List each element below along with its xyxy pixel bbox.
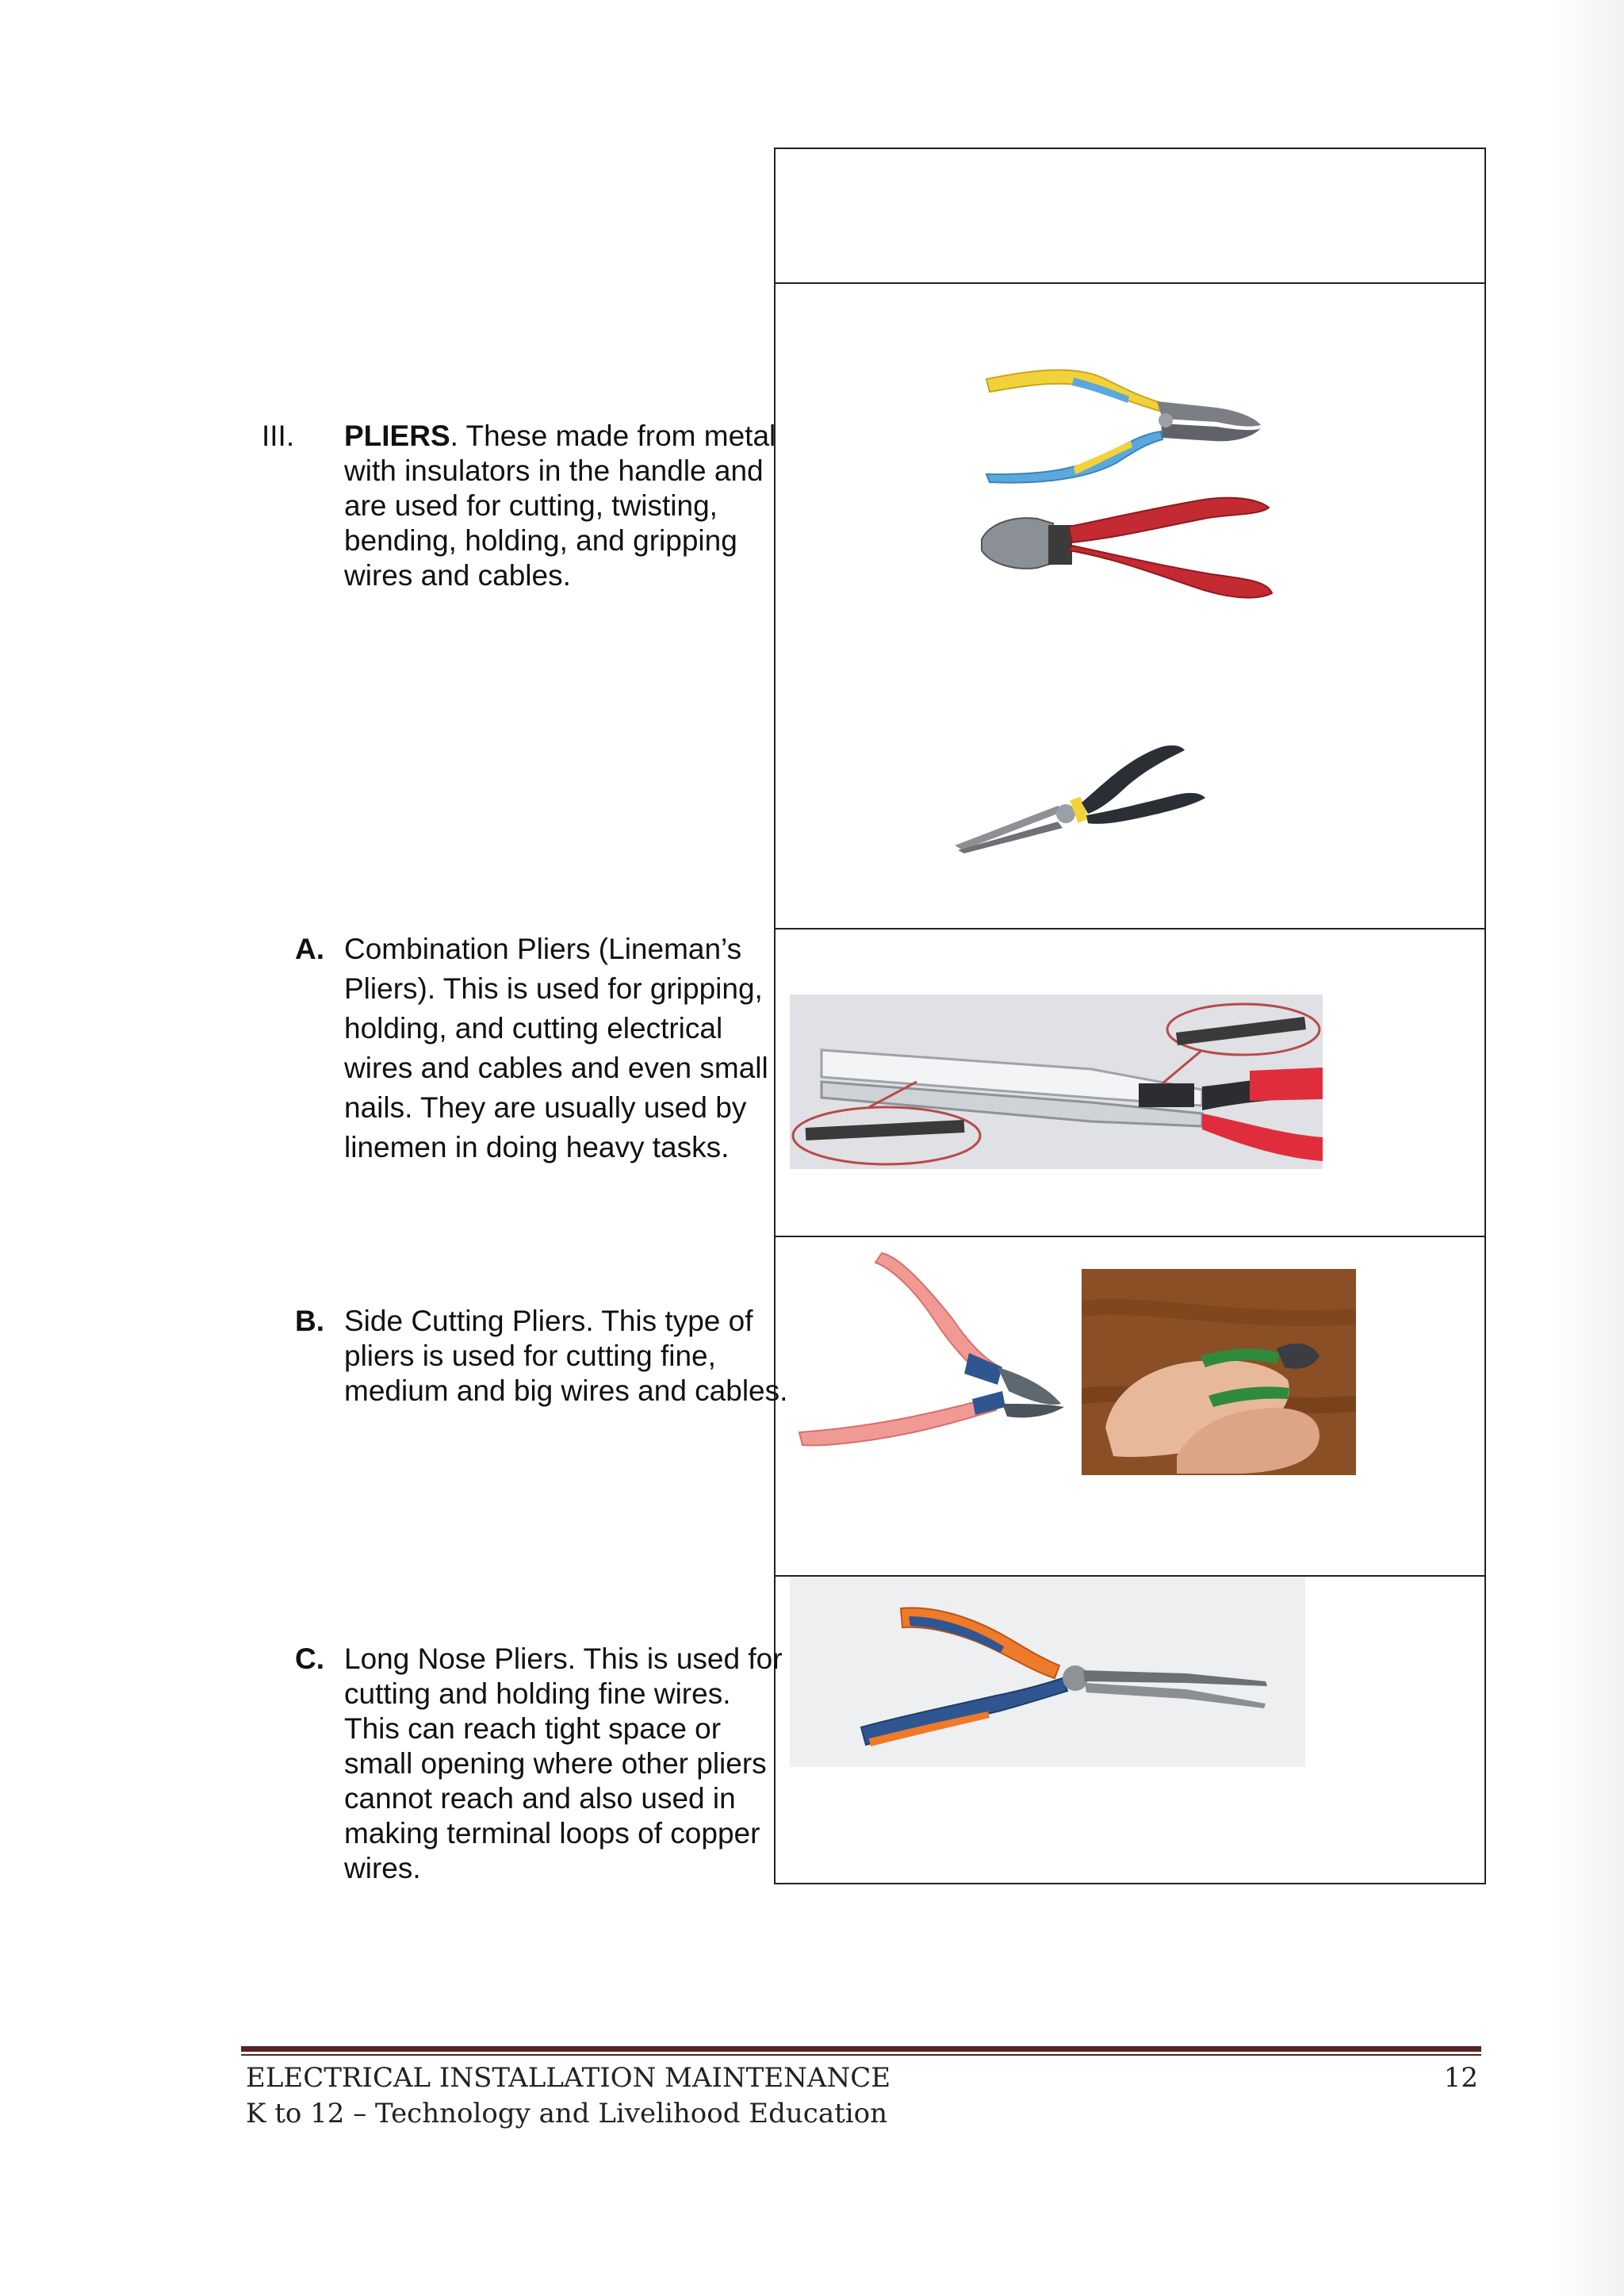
- side-cutting-pliers-pink-image: [795, 1248, 1080, 1478]
- list-item-text: Combination Pliers (Lineman’s Pliers). This is used for gripping, holding, and cutting electrical wires and cables and even small nails. They are usually used by linemen in doing heavy tasks.: [344, 933, 768, 1163]
- table-cell-empty: [774, 148, 1486, 284]
- list-item-marker: C.: [295, 1642, 324, 1675]
- table-cell-side-cutting-images: [774, 1236, 1486, 1577]
- footer-subtitle: K to 12 – Technology and Livelihood Education: [246, 2098, 887, 2129]
- list-item-text: Side Cutting Pliers. This type of pliers is used for cutting fine, medium and big wires and cables.: [344, 1305, 788, 1407]
- page-edge-shadow: [1553, 0, 1624, 2296]
- list-item-text: Long Nose Pliers. This is used for cutting and holding fine wires. This can reach tight space or small opening where other pliers cannot reach and also used in making terminal loops of copper wires.: [344, 1642, 783, 1884]
- pliers-yellow-blue-image: [979, 355, 1296, 498]
- hands-using-pliers-image: [1082, 1269, 1356, 1475]
- footer-rule-thin: [241, 2054, 1481, 2056]
- lineman-pliers-detail-image: [790, 995, 1323, 1169]
- section-body: [344, 419, 788, 593]
- footer-rule: [241, 2046, 1481, 2052]
- pliers-red-diagonal-image: [974, 492, 1339, 619]
- section-heading: PLIERS: [344, 420, 450, 452]
- list-item-marker: B.: [295, 1305, 324, 1337]
- long-nose-pliers-orange-image: [790, 1577, 1305, 1767]
- table-cell-long-nose-image: [774, 1575, 1486, 1884]
- list-item-marker: A.: [295, 933, 324, 965]
- table-cell-lineman-image: [774, 928, 1486, 1237]
- page-number: 12: [1443, 2062, 1478, 2094]
- pliers-black-long-nose-image: [947, 734, 1232, 861]
- table-cell-pliers-images: [774, 282, 1486, 930]
- section-marker: III.: [262, 420, 295, 452]
- footer-title: ELECTRICAL INSTALLATION MAINTENANCE: [246, 2062, 891, 2094]
- section-description: . These made from metal with insulators in the handle and are used for cutting, twisting, bending, holding, and gripping wires and cables.: [344, 420, 776, 592]
